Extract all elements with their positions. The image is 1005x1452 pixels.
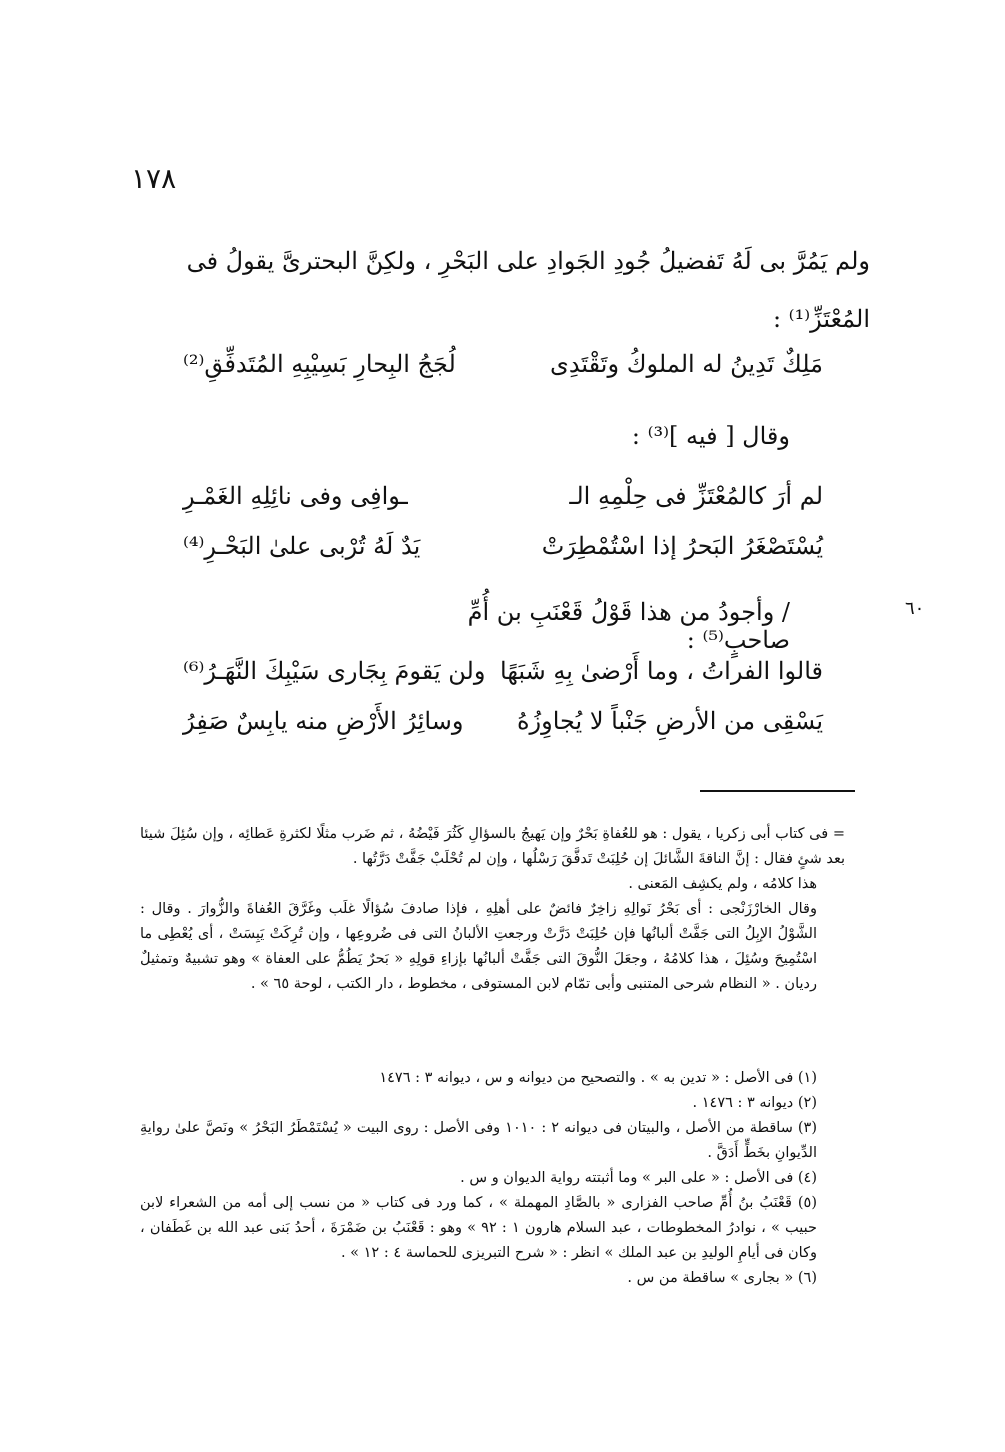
footnote-3: (٣) ساقطة من الأصل ، والبيتان فى ديوانه ٢ : ١٠١٠ وفى الأصل : روى البيت « يُسْتَمْطَرُ البَحْرُ » ونَصَّ علىٰ روايةِ الدِّيوانِ بخَطٍّ أَدَقَّ . [140, 1120, 817, 1161]
verse-first-hemistich: قالوا الفراتُ ، وما أَرْضىٰ بِهِ شَبَهًا [500, 657, 823, 685]
verse-first-hemistich: مَلِكٌ تَدِينُ له الملوكُ وتَقْتَدِى [550, 350, 823, 378]
verse-line [183, 350, 823, 400]
footnote-continuation: وقال الخارْزَنْجى : أى بَحْرُ نَوالِهِ زاخِرٌ فائضٌ على أهلِهِ ، فإذا صادفَ سُؤالًا غلَب وغَرَّقَ العُفاةَ والزُّوارَ . وقال : الشَّوْلُ الإبِلُ التى جَفَّتْ ألبانُها فإن حُلِبَتْ دَرَّتْ ورجعتِ الألبانُ التى فى ضُروعِها ، وإن تُرِكَتْ يَبِسَتْ ، أى يُعْطِى ما اسْتُمِيحَ وسُئِلَ ، هذا كلامُهُ ، وجعَلَ النُّوقَ التى جَفَّتْ ألبانُها بإزاءِ قولِهِ « بَحرٌ يَطُمُّ على العفاة » وهو تشبيهٌ وتمثيلٌ رديان . « النظام شرحى المتنبى وأبى تمّام لابن المستوفى ، مخطوط ، دار الكتب ، لوحة ٦٥ » . [140, 901, 817, 992]
margin-line-number: ٦٠ [905, 598, 925, 619]
body-paragraph: ولم يَمُرَّ بى لَهُ تَفضيلُ جُودِ الجَوادِ على البَحْرِ ، ولكِنَّ البحترىَّ يقولُ فى المُعْتَزِّ⁽¹⁾ : [186, 247, 870, 333]
verse-first-hemistich: يَسْقِى من الأرضِ جَنْباً لا يُجاوِزُهُ [516, 707, 823, 735]
footnote-continuation: هذا كلامُه ، ولم يكشِف المَعنى . [628, 876, 817, 892]
footnote-5: (٥) قَعْنَبُ بنُ أُمِّ صاحب الفزارى « بالصَّادِ المهملة » ، كما ورد فى كتاب « من نسب إلى أمه من الشعراء لابن حبيب » ، نوادرُ المخطوطات ، عبد السلام هارون ١ : ٩٢ » وهو : قَعْنَبُ بن ضَمْرَةَ ، أحدُ بَنى عبد الله بن غَطَفان ، وكان فى أيامِ الوليدِ بن عبد الملك » انظر : « شرح التبريزى للحماسة ٤ : ١٢ » . [140, 1195, 817, 1261]
verse-second-hemistich: ولن يَقومَ بِجَارى سَيْبِكَ النَّهَـرُ⁽⁶⁾ [183, 657, 486, 685]
verse-intro: وقال [ فيه ]⁽³⁾ : [631, 422, 790, 450]
verse-first-hemistich: يُسْتَصْغَرُ البَحرُ إذا اسْتُمْطِرَتْ [541, 532, 823, 560]
footnote-1: (١) فى الأصل : « تدين به » . والتصحيح من ديوانه و س ، ديوانه ٣ : ١٤٧٦ [379, 1070, 817, 1086]
footnote-4: (٤) فى الأصل : « على البر » وما أثبتته رواية الديوان و س . [460, 1170, 817, 1186]
footnote-continuation: = فى كتاب أبى زكريا ، يقول : هو للعُفاةِ بَحْرٌ وإن يَهيجُ بالسؤالِ كَثُرَ فَيْضُهُ ، ثم ضَرب مثلًا لكثرةِ عَطائِه ، وإن سُئِلَ شيئا بعد شئٍ فقال : إنَّ الناقةَ الشَّائلَ إن حُلِبَتْ تَدفَّقَ رَسْلُها ، وإن لم تُحْلَبْ جَفَّتْ دَرَّتُها . [140, 826, 845, 867]
verse-second-hemistich: ـوافِى وفى نائِلِهِ الغَمْـرِ [183, 482, 408, 510]
verse-intro: / وأجودُ من هذا قَوْلُ قَعْنَبِ بن أُمِّ صاحبٍ⁽⁵⁾ : [467, 598, 790, 654]
footnote-6: (٦) « بجارى » ساقطة من س . [627, 1270, 817, 1286]
verse-second-hemistich: يَدٌ لَهُ تُرْبى علىٰ البَحْـرِ⁽⁴⁾ [183, 532, 421, 560]
footnote-2: (٢) ديوانه ٣ : ١٤٧٦ . [692, 1095, 817, 1111]
verse-first-hemistich: لم أرَ كالمُعْتَزِّ فى حِلْمِهِ الـ [569, 482, 823, 510]
verse-second-hemistich: وسائِرُ الأَرْضِ منه يابِسٌ صَفِرُ [183, 707, 464, 735]
verse-line [183, 532, 823, 582]
footnote-list [140, 1066, 845, 1291]
verse-line [183, 657, 823, 707]
footnote-divider [700, 790, 855, 792]
verse-line [183, 482, 823, 532]
page-number: ١٧٨ [131, 162, 177, 195]
verse-line [183, 707, 823, 757]
footnotes [140, 822, 845, 997]
verse-second-hemistich: لُجَجُ البِحارِ بَسِيْبِهِ المُتَدفِّقِ⁽²⁾ [183, 350, 456, 378]
